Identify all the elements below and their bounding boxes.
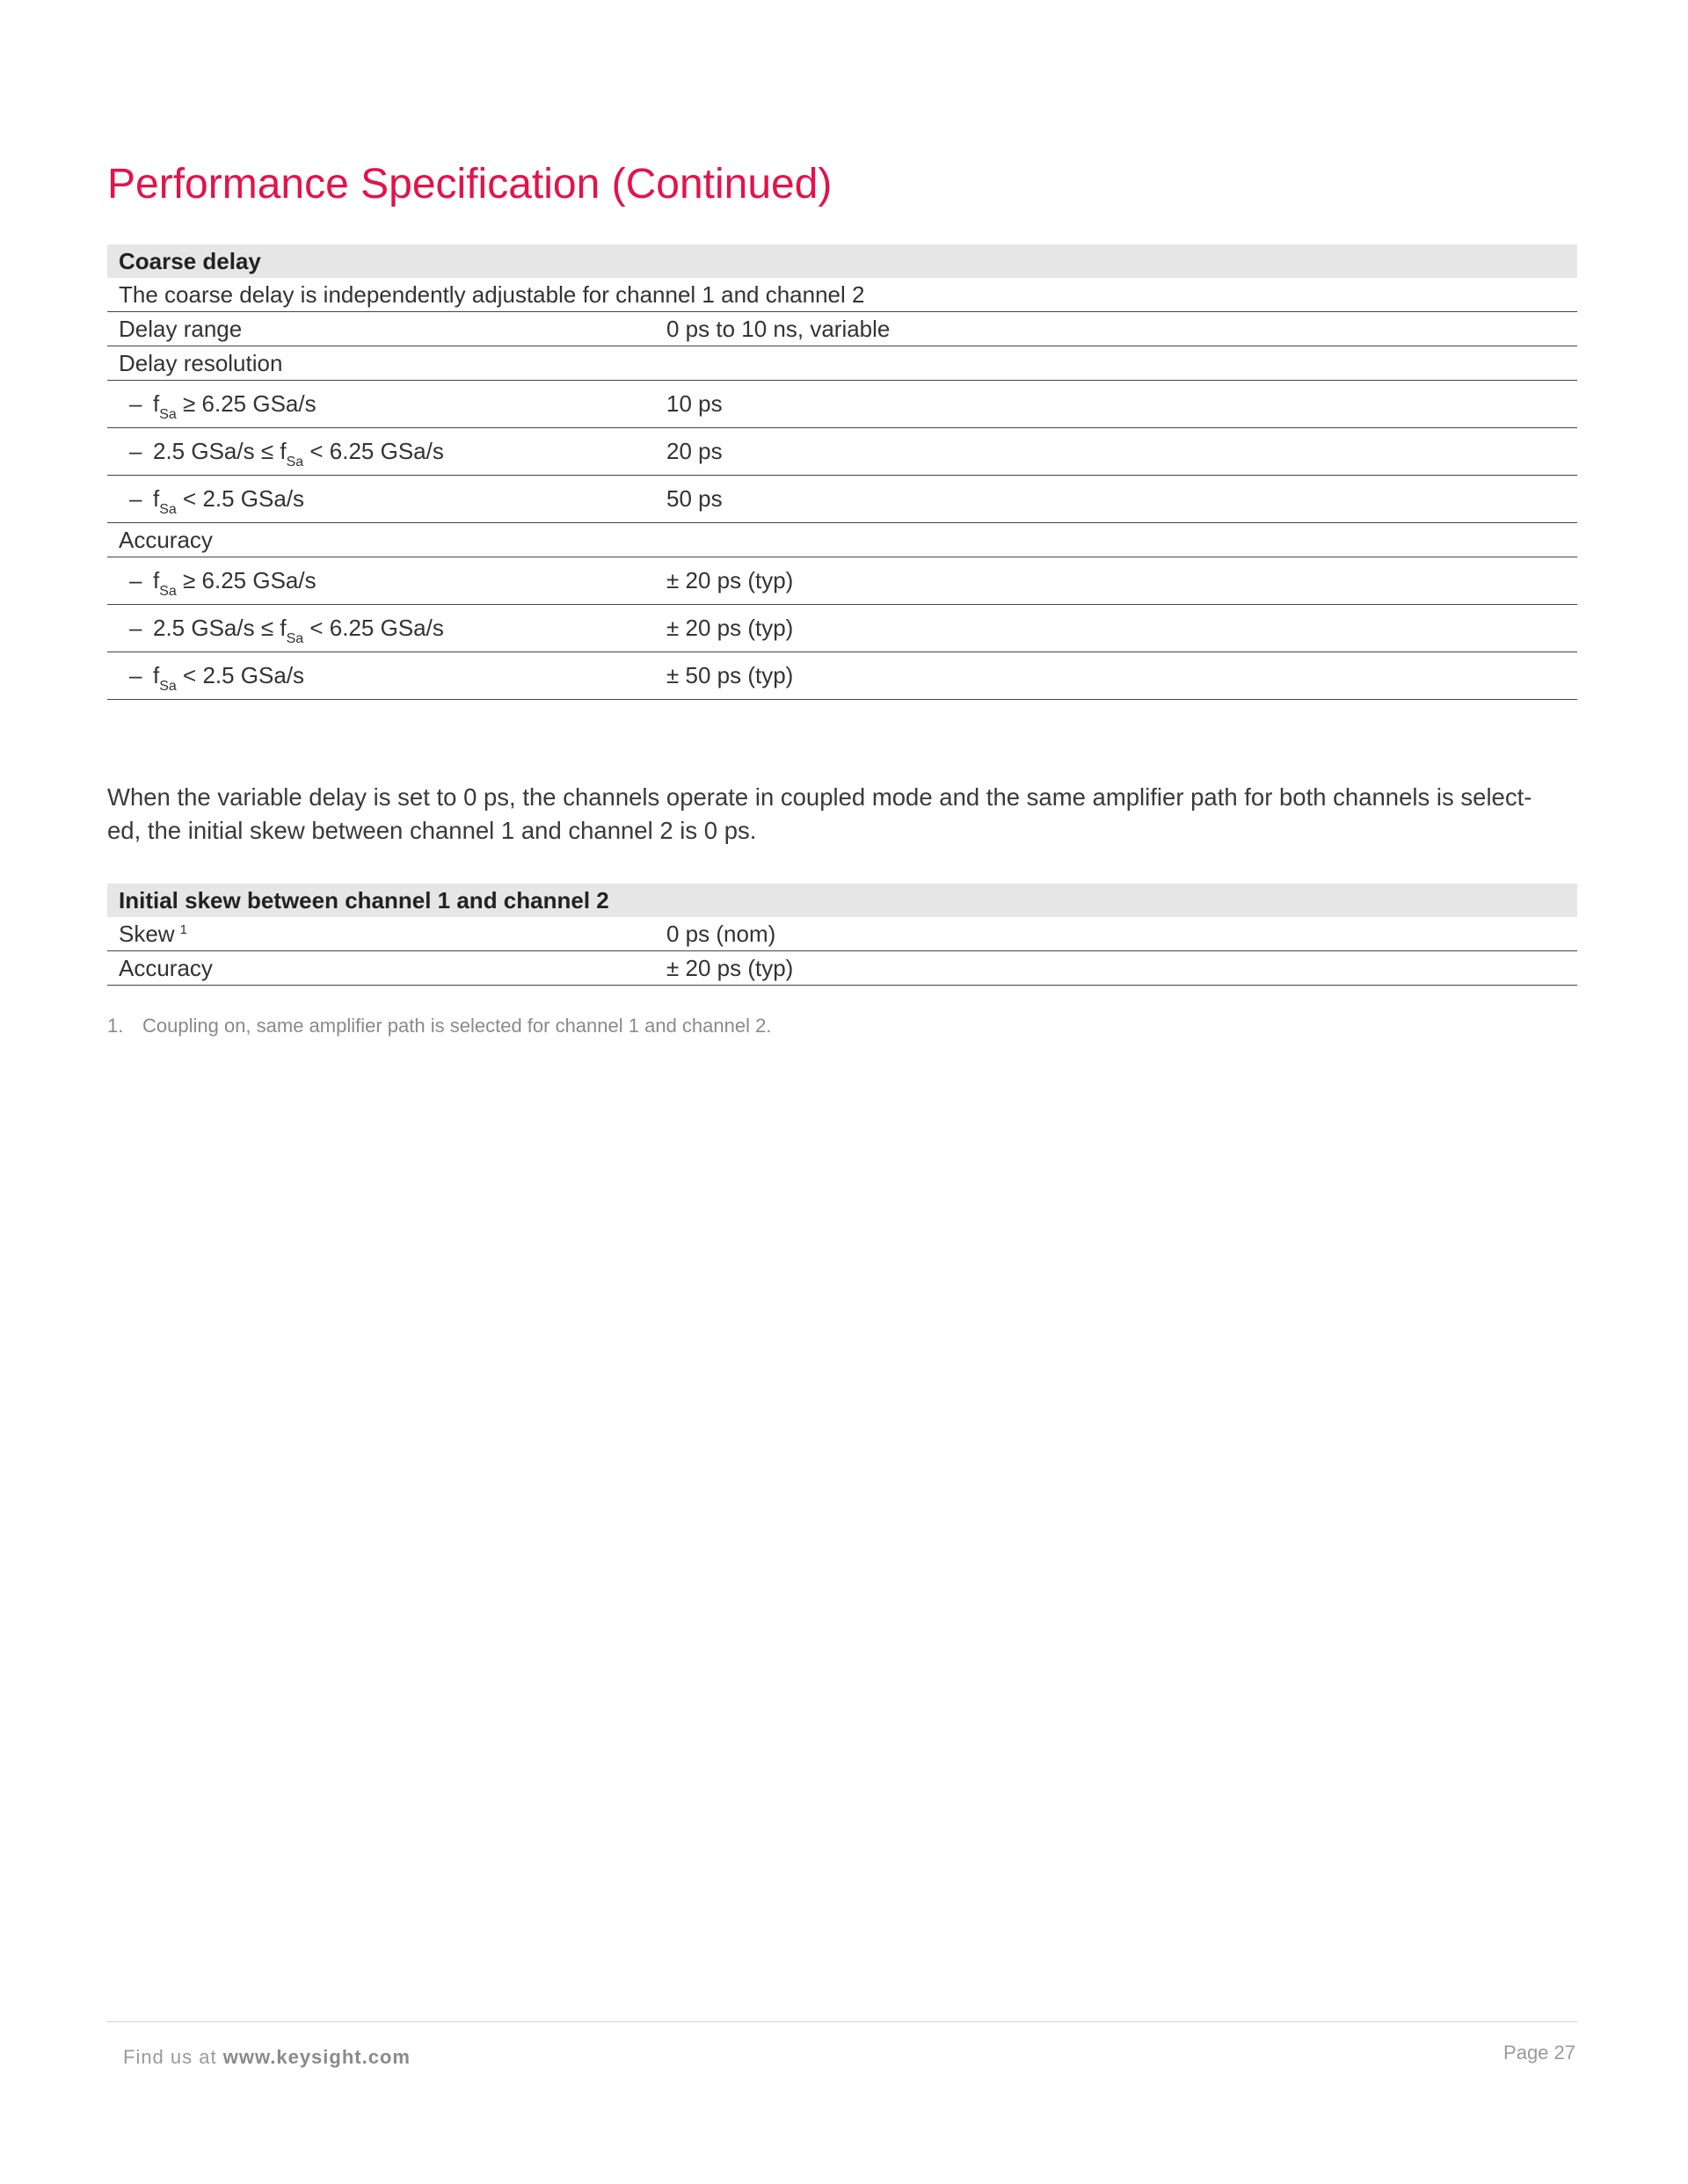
- table-header: Initial skew between channel 1 and channel 2: [107, 884, 1577, 917]
- page-title: Performance Specification (Continued): [107, 161, 833, 207]
- table-row: [107, 523, 1577, 557]
- row-value: 10 ps: [655, 381, 1577, 428]
- dash-mark: –: [129, 390, 142, 417]
- row-value: ± 20 ps (typ): [655, 951, 1577, 986]
- row-value: ± 20 ps (typ): [655, 557, 1577, 605]
- condition-text: ≥ 6.25 GSa/s: [176, 390, 316, 417]
- condition-text: 2.5 GSa/s ≤ f: [153, 438, 287, 464]
- table-row: [107, 605, 1577, 652]
- footnote-text: Coupling on, same amplifier path is selected for channel 1 and channel 2.: [142, 1015, 772, 1037]
- table-row: [107, 557, 1577, 605]
- footnote: [107, 1015, 771, 1037]
- condition-text: < 6.25 GSa/s: [303, 438, 444, 464]
- footnote-ref: 1: [179, 921, 187, 937]
- dash-mark: –: [129, 567, 142, 593]
- row-condition: [107, 476, 655, 523]
- table-header: Coarse delay: [107, 244, 1577, 278]
- dash-mark: –: [129, 662, 142, 688]
- condition-text: < 2.5 GSa/s: [176, 662, 305, 688]
- subscript: Sa: [286, 455, 304, 470]
- condition-text: f: [153, 390, 160, 417]
- footer-url-link[interactable]: www.keysight.com: [222, 2046, 411, 2068]
- footer-contact: [123, 2046, 411, 2069]
- row-condition: [107, 557, 655, 605]
- body-paragraph: [107, 781, 1577, 848]
- condition-text: f: [153, 485, 160, 512]
- table-row: [107, 278, 1577, 312]
- row-condition: [107, 605, 655, 652]
- table-row: [107, 346, 1577, 381]
- label-text: Skew: [119, 920, 175, 947]
- table-row: [107, 917, 1577, 951]
- table-row: [107, 381, 1577, 428]
- condition-text: f: [153, 567, 160, 593]
- row-label: Delay range: [107, 312, 655, 346]
- row-value: 0 ps to 10 ns, variable: [655, 312, 1577, 346]
- row-value: ± 50 ps (typ): [655, 652, 1577, 700]
- row-label: Delay resolution: [107, 346, 1577, 381]
- subscript: Sa: [159, 502, 177, 517]
- table-row: [107, 428, 1577, 476]
- subscript: Sa: [159, 584, 177, 599]
- condition-text: < 6.25 GSa/s: [303, 615, 444, 641]
- footer-prefix: Find us at: [123, 2046, 223, 2068]
- row-label: Accuracy: [107, 523, 1577, 557]
- row-condition: [107, 381, 655, 428]
- coarse-delay-table: [107, 244, 1577, 700]
- row-value: 20 ps: [655, 428, 1577, 476]
- condition-text: f: [153, 662, 160, 688]
- dash-mark: –: [129, 438, 142, 464]
- table-header-row: [107, 884, 1577, 917]
- page-number: Page 27: [1503, 2042, 1575, 2064]
- table-row: [107, 476, 1577, 523]
- subscript: Sa: [159, 407, 177, 422]
- row-condition: [107, 428, 655, 476]
- table-row: [107, 652, 1577, 700]
- condition-text: ≥ 6.25 GSa/s: [176, 567, 316, 593]
- paragraph-line: ed, the initial skew between channel 1 and channel 2 is 0 ps.: [107, 817, 757, 844]
- table-header-row: [107, 244, 1577, 278]
- table-note: The coarse delay is independently adjustable for channel 1 and channel 2: [107, 278, 1577, 312]
- subscript: Sa: [286, 631, 304, 646]
- footnote-number: 1.: [107, 1015, 124, 1037]
- dash-mark: –: [129, 615, 142, 641]
- table-row: [107, 951, 1577, 986]
- row-label: Accuracy: [107, 951, 655, 986]
- row-condition: [107, 652, 655, 700]
- initial-skew-table: [107, 884, 1577, 986]
- row-value: ± 20 ps (typ): [655, 605, 1577, 652]
- row-label: [107, 917, 655, 951]
- row-value: 50 ps: [655, 476, 1577, 523]
- condition-text: < 2.5 GSa/s: [176, 485, 305, 512]
- condition-text: 2.5 GSa/s ≤ f: [153, 615, 287, 641]
- row-value: 0 ps (nom): [655, 917, 1577, 951]
- table-row: [107, 312, 1577, 346]
- footer-divider: [107, 2021, 1577, 2022]
- subscript: Sa: [159, 679, 177, 694]
- dash-mark: –: [129, 485, 142, 512]
- paragraph-line: When the variable delay is set to 0 ps, the channels operate in coupled mode and the same amplifier path for both channels is select-: [107, 783, 1532, 811]
